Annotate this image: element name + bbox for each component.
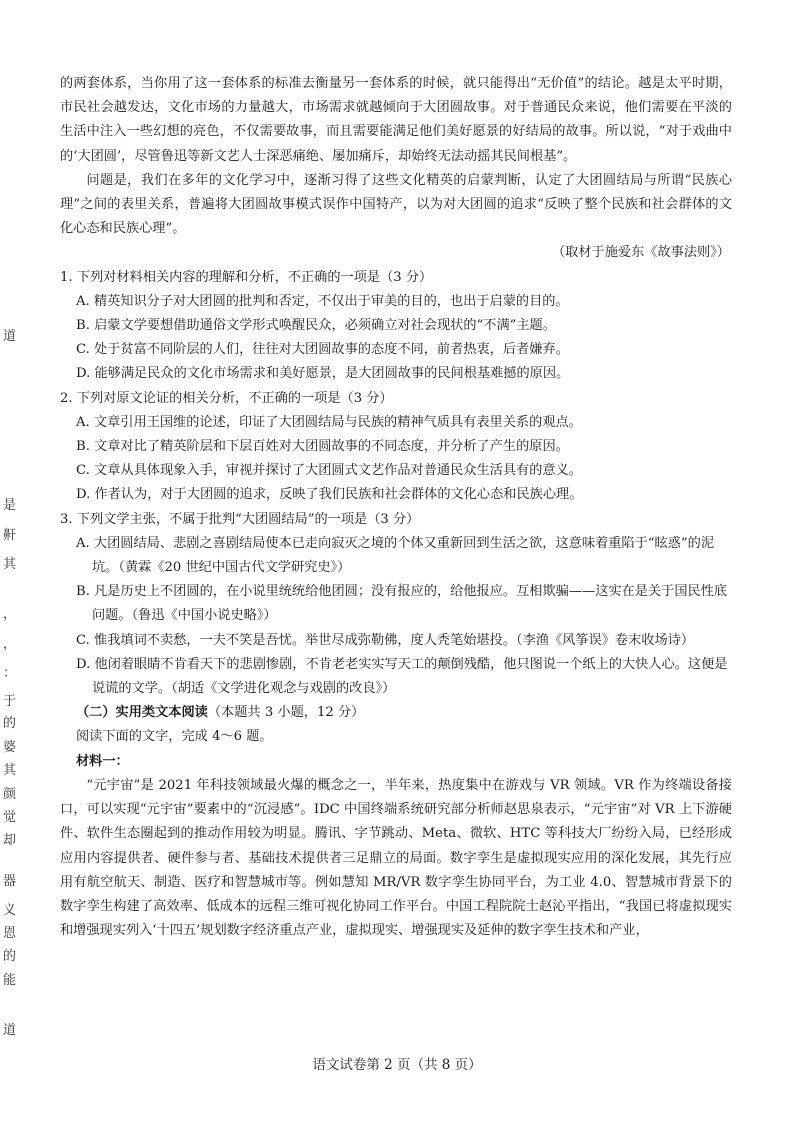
margin-glyph: 其 — [3, 763, 17, 778]
question-2 — [60, 387, 732, 508]
margin-glyph: 恩 — [3, 926, 17, 941]
margin-glyph: 道 — [3, 1023, 17, 1038]
margin-glyph: 能 — [3, 973, 17, 988]
margin-glyph: 却 — [3, 833, 17, 848]
question-stem: 1. 下列对材料相关内容的理解和分析，不正确的一项是（3 分） — [60, 269, 433, 285]
section-heading — [76, 701, 732, 725]
margin-glyph: 器 — [3, 874, 17, 889]
binding-margin-text — [0, 0, 20, 1122]
material-label: 材料一： — [76, 753, 129, 769]
question-1 — [60, 266, 732, 387]
option-d[interactable]: D. 能够满足民众的文化市场需求和美好愿景，是大团圆故事的民间根基难撼的原因。 — [76, 366, 570, 382]
margin-glyph: 道 — [3, 329, 17, 344]
margin-glyph: ， — [3, 607, 17, 622]
option-d[interactable]: D. 他闭着眼睛不肯看天下的悲剧惨剧，不肯老老实实写天工的颠倒残酷，他只图说一个纸上的大快人心。这便是说谎的文学。（胡适《文学进化观念与戏剧的改良》） — [76, 656, 728, 697]
option-b[interactable]: B. 启蒙文学要想借助通俗文学形式唤醒民众，必须确立对社会现状的“不满”主题。 — [76, 318, 556, 334]
material-text: “元宇宙”是 2021 年科技领域最火爆的概念之一，半年来，热度集中在游戏与 VR 领域。VR 作为终端设备接口，可以实现“元宇宙”要素中的“沉浸感”。IDC 中国终端系统研究部分析师赵思泉表示，“元宇宙”对 VR 上下游硬件、软件生态圈起到的推动作用较为明显。腾讯、字节跳动、Meta、微软、HTC 等科技大厂纷纷入局，已经形成应用内容提供者、硬件参与者、基础技术提供者三足鼎立的局面。数字孪生是虚拟现实应用的深化发展，其先行应用有航空航天、制造、医疗和智慧城市等。例如慧知 MR/VR 数字孪生协同平台，为工业 4.0、智慧城市背景下的数字孪生构建了高效率、低成本的远程三维可视化协同工作平台。中国工程院院士赵沁平指出，“我国已将虚拟现实和增强现实列入‘十四五’规划数字经济重点产业，虚拟现实、增强现实及延伸的数字孪生技术和产业， — [60, 777, 732, 939]
margin-glyph: 是 — [3, 498, 17, 513]
option-a[interactable]: A. 大团圆结局、悲剧之喜剧结局使本已走向寂灭之境的个体又重新回到生活之欲，这意味着重陷于“眩惑”的泥坑。（黄霖《20 世纪中国古代文学研究史》） — [76, 535, 715, 576]
option-b[interactable]: B. 文章对比了精英阶层和下层百姓对大团圆故事的不同态度，并分析了产生的原因。 — [76, 439, 569, 455]
option-a[interactable]: A. 精英知识分子对大团圆的批判和否定，不仅出于审美的目的，也出于启蒙的目的。 — [76, 293, 569, 309]
option-c[interactable]: C. 文章从具体现象入手，审视并探讨了大团圆式文艺作品对普通民众生活具有的意义。 — [76, 463, 582, 479]
margin-glyph: 其 — [3, 557, 17, 572]
passage-paragraph: 的两套体系，当你用了这一套体系的标准去衡量另一套体系的时候，就只能得出“无价值”的结论。越是太平时期，市民社会越发达，文化市场的力量越大，市场需求就越倾向于大团圆故事。对于普通民众来说，他们需要在平淡的生活中注入一些幻想的亮色，不仅需要故事，而且需要能满足他们美好愿景的好结局的故事。所以说，“对于戏曲中的‘大团圆’，尽管鲁迅等新文艺人士深恶痛绝、屡加痛斥，却始终无法动摇其民间根基”。 — [60, 76, 732, 164]
option-d[interactable]: D. 作者认为，对于大团圆的追求，反映了我们民族和社会群体的文化心态和民族心理。 — [76, 487, 583, 503]
passage-source: （取材于施爱东《故事法则》） — [551, 245, 730, 261]
section-note: （本题共 3 小题，12 分） — [207, 705, 365, 721]
margin-glyph: 觉 — [3, 810, 17, 825]
margin-glyph: ， — [3, 637, 17, 652]
option-c[interactable]: C. 处于贫富不同阶层的人们，往往对大团圆故事的态度不同，前者热衷，后者嫌弃。 — [76, 342, 569, 358]
margin-glyph: 鼾 — [3, 528, 17, 543]
option-c[interactable]: C. 惟我填词不卖愁，一夫不笑是吾忧。举世尽成弥勒佛，度人秃笔始堪投。（李渔《风筝误》卷末收场诗） — [76, 632, 695, 648]
passage-paragraph: 问题是，我们在多年的文化学习中，逐渐习得了这些文化精英的启蒙判断，认定了大团圆结局与所谓“民族心理”之间的表里关系，普遍将大团圆故事模式误作中国特产，以为对大团圆的追求“反映了整个民族和社会群体的文化心态和民族心理”。 — [60, 172, 732, 237]
option-a[interactable]: A. 文章引用王国维的论述，印证了大团圆结局与民族的精神气质具有表里关系的观点。 — [76, 414, 582, 430]
exam-page — [60, 72, 732, 943]
margin-glyph: 于 — [3, 694, 17, 709]
margin-glyph: 婆 — [3, 740, 17, 755]
section-title: （二）实用类文本阅读 — [76, 705, 208, 721]
question-3 — [60, 508, 732, 702]
margin-glyph: 的 — [3, 949, 17, 964]
margin-glyph: ： — [3, 666, 17, 681]
page-footer: 语文试卷第 2 页（共 8 页） — [312, 1057, 482, 1073]
margin-glyph: 颜 — [3, 787, 17, 802]
margin-glyph: 的 — [3, 716, 17, 731]
section-instruction: 阅读下面的文字，完成 4～6 题。 — [76, 729, 273, 745]
question-stem: 3. 下列文学主张，不属于批判“大团圆结局”的一项是（3 分） — [60, 511, 420, 527]
option-b[interactable]: B. 凡是历史上不团圆的，在小说里统统给他团圆；没有报应的，给他报应。互相欺骗——这实在是关于国民性底问题。（鲁迅《中国小说史略》） — [76, 584, 728, 624]
margin-glyph: 义 — [3, 903, 17, 918]
question-stem: 2. 下列对原文论证的相关分析，不正确的一项是（3 分） — [60, 390, 393, 406]
